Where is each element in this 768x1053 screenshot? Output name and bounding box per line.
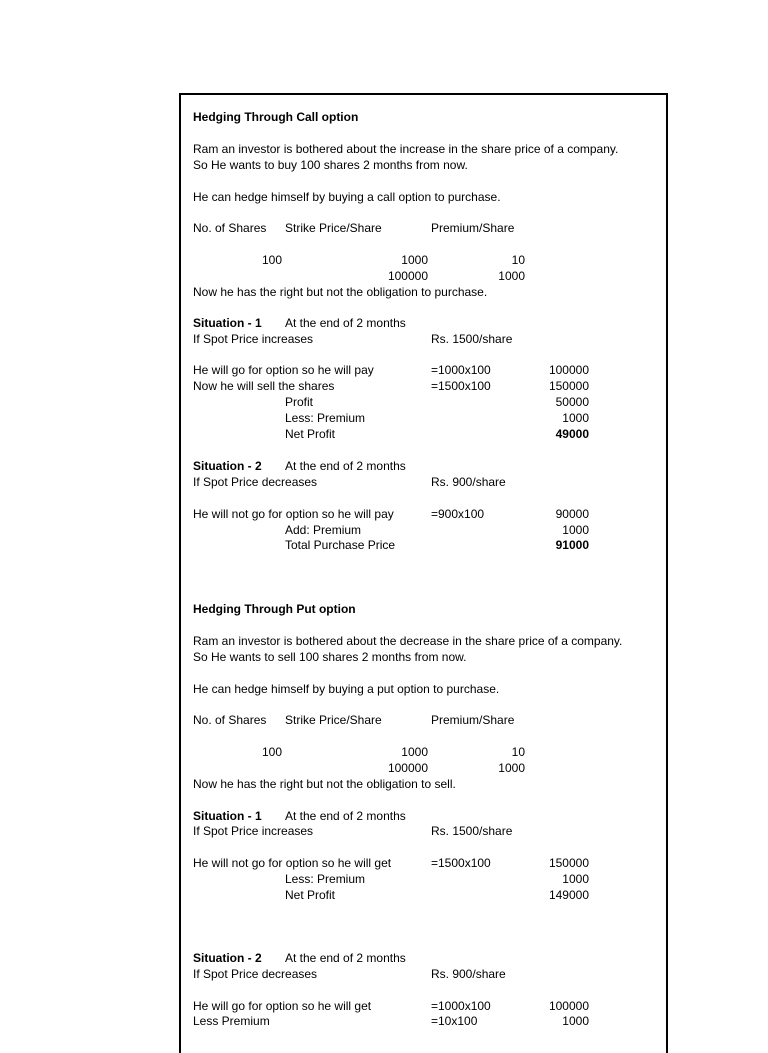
call-s2-total-label: Total Purchase Price — [285, 538, 396, 552]
put-s1-spot-price: Rs. 1500/share — [431, 824, 513, 838]
call-s1-line-2-calc: =1500x100 — [431, 379, 491, 393]
call-hedge-text: He can hedge himself by buying a call option to purchase. — [193, 190, 501, 204]
call-s2-line-1-calc: =900x100 — [431, 507, 485, 521]
call-s1-label: Situation - 1 — [193, 316, 262, 330]
put-s2-line-2-calc: =10x100 — [431, 1014, 478, 1028]
call-s1-spot-price: Rs. 1500/share — [431, 332, 513, 346]
call-s1-line-1-calc: =1000x100 — [431, 363, 491, 377]
put-value-premium: 10 — [511, 745, 525, 759]
call-value-premium: 10 — [511, 253, 525, 267]
call-s2-line-1-text: He will not go for option so he will pay — [193, 507, 394, 521]
put-value-shares: 100 — [261, 745, 282, 759]
call-s1-profit-value: 50000 — [555, 395, 589, 409]
call-s1-when: At the end of 2 months — [285, 316, 406, 330]
call-s1-condition: If Spot Price increases — [193, 332, 314, 346]
put-hedge-text: He can hedge himself by buying a put option to purchase. — [193, 682, 500, 696]
call-s2-condition: If Spot Price decreases — [193, 475, 318, 489]
put-s2-line-1-text: He will go for option so he will get — [193, 999, 372, 1013]
put-value-premium-total: 1000 — [498, 761, 525, 775]
call-s2-label: Situation - 2 — [193, 459, 262, 473]
call-header-shares: No. of Shares — [193, 221, 267, 235]
put-s2-line-2-value: 1000 — [562, 1014, 589, 1028]
put-value-strike: 1000 — [401, 745, 428, 759]
call-intro-line-1: Ram an investor is bothered about the increase in the share price of a company. — [193, 142, 619, 156]
call-s1-profit-label: Profit — [285, 395, 314, 409]
put-s1-premium-value: 1000 — [562, 872, 589, 886]
put-value-strike-total: 100000 — [387, 761, 428, 775]
call-s1-net-profit-label: Net Profit — [285, 427, 336, 441]
put-s1-net-profit-label: Net Profit — [285, 888, 336, 902]
put-s1-net-profit-value: 149000 — [548, 888, 589, 902]
call-s1-line-2-text: Now he will sell the shares — [193, 379, 335, 393]
put-s2-label: Situation - 2 — [193, 951, 262, 965]
call-s1-line-1-text: He will go for option so he will pay — [193, 363, 374, 377]
call-s2-when: At the end of 2 months — [285, 459, 406, 473]
call-intro-line-2: So He wants to buy 100 shares 2 months from now. — [193, 158, 468, 172]
put-s2-spot-price: Rs. 900/share — [431, 967, 506, 981]
call-s2-premium-value: 1000 — [562, 523, 589, 537]
put-s1-premium-label: Less: Premium — [285, 872, 366, 886]
call-s2-total-value: 91000 — [555, 538, 589, 552]
put-intro-line-1: Ram an investor is bothered about the decrease in the share price of a company. — [193, 634, 623, 648]
put-header-shares: No. of Shares — [193, 713, 267, 727]
put-header-strike: Strike Price/Share — [285, 713, 382, 727]
call-s1-premium-label: Less: Premium — [285, 411, 366, 425]
call-header-premium: Premium/Share — [431, 221, 515, 235]
call-value-shares: 100 — [261, 253, 282, 267]
put-s1-line-1-value: 150000 — [548, 856, 589, 870]
put-s1-condition: If Spot Price increases — [193, 824, 314, 838]
call-s1-line-2-value: 150000 — [548, 379, 589, 393]
call-header-strike: Strike Price/Share — [285, 221, 382, 235]
put-s2-line-1-calc: =1000x100 — [431, 999, 491, 1013]
put-s2-condition: If Spot Price decreases — [193, 967, 318, 981]
put-s1-line-1-text: He will not go for option so he will get — [193, 856, 392, 870]
put-intro-line-2: So He wants to sell 100 shares 2 months from now. — [193, 650, 467, 664]
call-s1-line-1-value: 100000 — [548, 363, 589, 377]
call-value-strike-total: 100000 — [387, 269, 428, 283]
put-s2-line-2-text: Less Premium — [193, 1014, 270, 1028]
put-s1-line-1-calc: =1500x100 — [431, 856, 491, 870]
call-s2-premium-label: Add: Premium — [285, 523, 362, 537]
put-s1-when: At the end of 2 months — [285, 809, 406, 823]
call-right-text: Now he has the right but not the obligation to purchase. — [193, 285, 488, 299]
put-right-text: Now he has the right but not the obligation to sell. — [193, 777, 456, 791]
put-s2-line-1-value: 100000 — [548, 999, 589, 1013]
put-header-premium: Premium/Share — [431, 713, 515, 727]
call-s1-net-profit-value: 49000 — [555, 427, 589, 441]
call-section-title: Hedging Through Call option — [193, 110, 359, 124]
put-s2-when: At the end of 2 months — [285, 951, 406, 965]
call-s2-line-1-value: 90000 — [555, 507, 589, 521]
call-s2-spot-price: Rs. 900/share — [431, 475, 506, 489]
call-value-strike: 1000 — [401, 253, 428, 267]
call-value-premium-total: 1000 — [498, 269, 525, 283]
put-s1-label: Situation - 1 — [193, 809, 262, 823]
call-s1-premium-value: 1000 — [562, 411, 589, 425]
document-sheet — [179, 93, 668, 1053]
put-section-title: Hedging Through Put option — [193, 602, 356, 616]
